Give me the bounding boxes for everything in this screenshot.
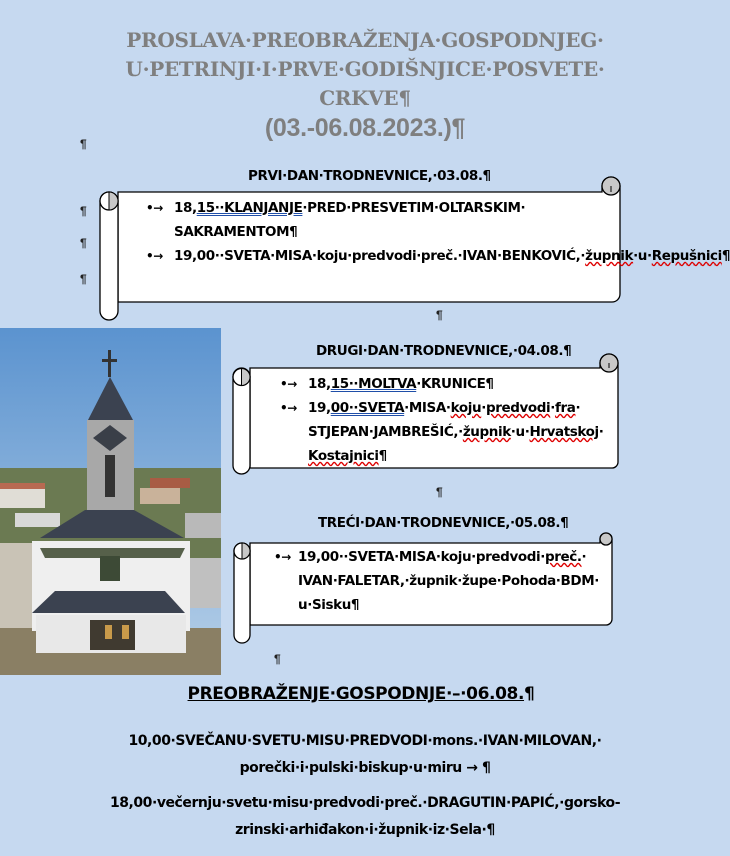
schedule-item: •→ 19,00··SVETA·MISA·koju·predvodi·preč.· IVAN·FALETAR,·župnik·župe·Pohoda·BDM· u·Sisku¶ bbox=[274, 545, 604, 617]
church-image bbox=[0, 328, 221, 675]
schedule-item: •→ 18,15··MOLTVA·KRUNICE¶ bbox=[280, 372, 600, 396]
church-photo bbox=[0, 328, 221, 675]
pilcrow-mark: ¶ bbox=[80, 137, 87, 151]
bullet-arrow-icon: •→ bbox=[146, 249, 163, 263]
pilcrow-mark: ¶ bbox=[274, 652, 281, 666]
feast-heading: PREOBRAŽENJE·GOSPODNJE·–·06.08.¶ bbox=[187, 684, 535, 704]
document-title bbox=[60, 26, 670, 143]
day-2-schedule bbox=[280, 372, 604, 468]
bullet-arrow-icon: •→ bbox=[280, 401, 297, 415]
day-2-scroll-banner bbox=[232, 352, 618, 474]
day-3-scroll-banner bbox=[232, 533, 612, 645]
pilcrow-mark: ¶ bbox=[436, 485, 443, 499]
schedule-item: •→ 19,00··SVETA·MISA·koju·predvodi·preč.·IVAN·BENKOVIĆ,·župnik·u·Repušnici¶ bbox=[146, 244, 566, 268]
bullet-arrow-icon: •→ bbox=[274, 550, 291, 564]
day-2-heading: DRUGI·DAN·TRODNEVNICE,·04.08.¶ bbox=[316, 343, 572, 359]
title-line-2: U·PETRINJI·I·PRVE·GODIŠNJICE·POSVETE· bbox=[125, 57, 605, 81]
day-1-heading: PRVI·DAN·TRODNEVNICE,·03.08.¶ bbox=[248, 168, 491, 184]
day-3-schedule bbox=[274, 545, 604, 617]
title-line-1: PROSLAVA·PREOBRAŽENJA·GOSPODNJEG· bbox=[126, 28, 604, 52]
day-3-heading: TREĆI·DAN·TRODNEVNICE,·05.08.¶ bbox=[318, 515, 569, 531]
feast-evening-mass: 18,00·večernju·svetu·misu·predvodi·preč.·DRAGUTIN·PAPIĆ,·gorsko-zrinski·arhiđakon·i·župnik·iz·Sela·¶ bbox=[109, 795, 621, 838]
schedule-item: •→ 18,15··KLANJANJE·PRED·PRESVETIM·OLTARSKIM· SAKRAMENTOM¶ bbox=[146, 196, 566, 244]
day-1-schedule bbox=[146, 196, 730, 268]
title-line-3: CRKVE¶ bbox=[319, 86, 411, 110]
pilcrow-mark: ¶ bbox=[80, 272, 87, 286]
title-date: (03.-06.08.2023.)¶ bbox=[264, 114, 466, 142]
pilcrow-mark: ¶ bbox=[80, 236, 87, 250]
pilcrow-mark: ¶ bbox=[80, 204, 87, 218]
feast-morning-mass: 10,00·SVEČANU·SVETU·MISU·PREDVODI·mons.·IVAN·MILOVAN,· porečki·i·pulski·biskup·u·miru → ¶ bbox=[128, 733, 602, 776]
day-1-scroll-banner bbox=[98, 174, 730, 322]
schedule-item: •→ 19,00··SVETA·MISA·koju·predvodi·fra· STJEPAN·JAMBREŠIĆ,·župnik·u·Hrvatskoj· Kostajnici¶ bbox=[280, 396, 600, 468]
pilcrow-mark: ¶ bbox=[436, 308, 443, 322]
bullet-arrow-icon: •→ bbox=[280, 377, 297, 391]
bullet-arrow-icon: •→ bbox=[146, 201, 163, 215]
